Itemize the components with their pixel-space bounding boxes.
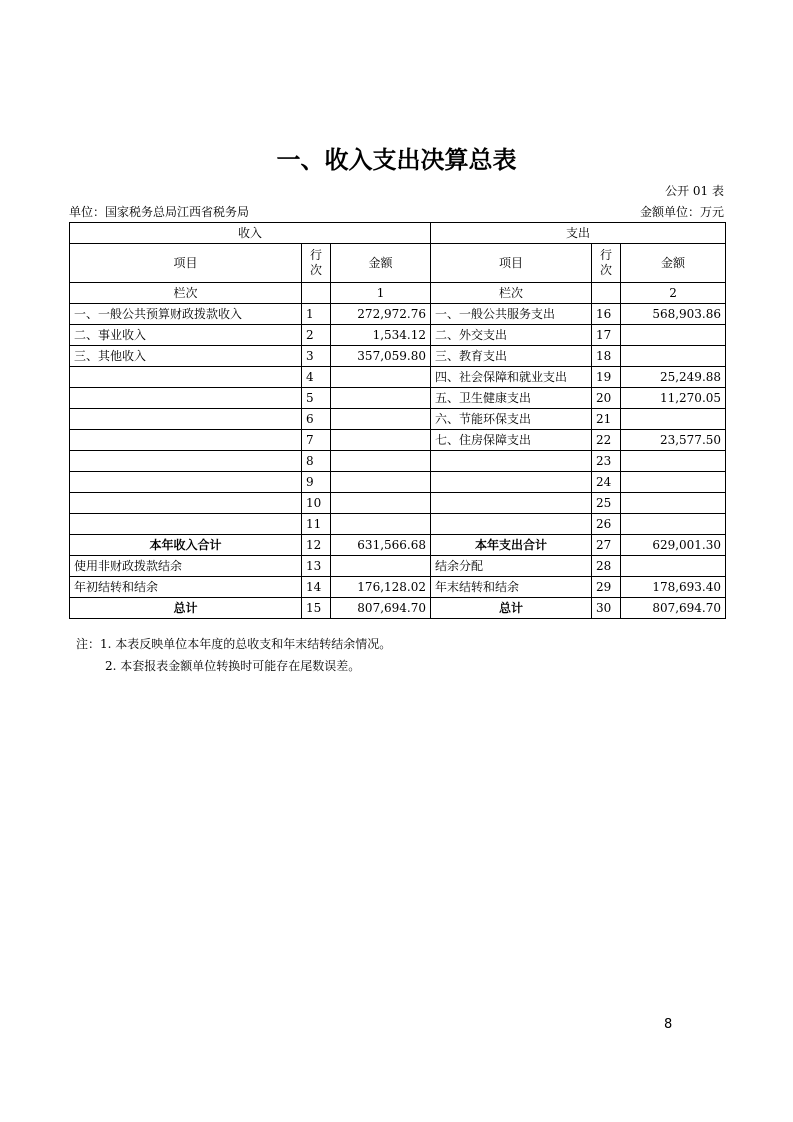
expense-line-number: 26 — [592, 514, 621, 535]
expense-item: 结余分配 — [431, 556, 592, 577]
expense-column-label: 栏次 — [431, 283, 592, 304]
income-amount: 357,059.80 — [331, 346, 431, 367]
expense-line-number: 18 — [592, 346, 621, 367]
expense-amount: 23,577.50 — [621, 430, 726, 451]
income-line-number: 9 — [302, 472, 331, 493]
table-row — [70, 514, 726, 535]
reporting-unit: 单位：国家税务总局江西省税务局 — [69, 205, 250, 219]
expense-amount — [621, 493, 726, 514]
income-amount: 176,128.02 — [331, 577, 431, 598]
expense-line-number: 25 — [592, 493, 621, 514]
income-item — [70, 367, 302, 388]
table-row — [70, 493, 726, 514]
expense-amount: 25,249.88 — [621, 367, 726, 388]
table-row — [70, 388, 726, 409]
income-item: 总计 — [70, 598, 302, 619]
income-line-header: 行 次 — [302, 244, 331, 283]
table-row — [70, 367, 726, 388]
table-row — [70, 556, 726, 577]
income-line-number: 3 — [302, 346, 331, 367]
expense-line-header: 行 次 — [592, 244, 621, 283]
expense-item — [431, 493, 592, 514]
expense-item — [431, 451, 592, 472]
income-line-number: 8 — [302, 451, 331, 472]
income-amount: 1,534.12 — [331, 325, 431, 346]
table-row — [70, 472, 726, 493]
note-2: 2. 本套报表金额单位转换时可能存在尾数误差。 — [105, 659, 361, 673]
expense-amount — [621, 346, 726, 367]
income-item: 本年收入合计 — [70, 535, 302, 556]
expense-item: 一、一般公共服务支出 — [431, 304, 592, 325]
expense-amount — [621, 514, 726, 535]
income-line-number: 2 — [302, 325, 331, 346]
income-amount — [331, 367, 431, 388]
income-line-number: 13 — [302, 556, 331, 577]
form-code: 公开 01 表 — [665, 184, 724, 198]
income-amount — [331, 514, 431, 535]
income-item: 一、一般公共预算财政拨款收入 — [70, 304, 302, 325]
expense-amount-header: 金额 — [621, 244, 726, 283]
expense-item: 六、节能环保支出 — [431, 409, 592, 430]
income-line-number: 12 — [302, 535, 331, 556]
expense-line-number: 20 — [592, 388, 621, 409]
income-line-number: 6 — [302, 409, 331, 430]
income-item — [70, 493, 302, 514]
table-row — [70, 346, 726, 367]
amount-unit: 金额单位：万元 — [639, 205, 724, 219]
expense-amount — [621, 451, 726, 472]
expense-item: 二、外交支出 — [431, 325, 592, 346]
income-column-number: 1 — [331, 283, 431, 304]
expense-item: 年末结转和结余 — [431, 577, 592, 598]
expense-line-number: 29 — [592, 577, 621, 598]
expense-amount: 807,694.70 — [621, 598, 726, 619]
expense-amount: 568,903.86 — [621, 304, 726, 325]
expense-amount: 629,001.30 — [621, 535, 726, 556]
page-number: 8 — [664, 1017, 673, 1032]
table-row — [70, 304, 726, 325]
expense-amount — [621, 556, 726, 577]
expense-amount — [621, 409, 726, 430]
income-item — [70, 409, 302, 430]
table-row — [70, 325, 726, 346]
expense-line-number: 23 — [592, 451, 621, 472]
expense-amount: 178,693.40 — [621, 577, 726, 598]
page-title: 一、收入支出决算总表 — [276, 146, 517, 174]
expense-line-number: 30 — [592, 598, 621, 619]
expense-line-number: 28 — [592, 556, 621, 577]
income-section-header: 收入 — [70, 223, 431, 244]
income-amount — [331, 409, 431, 430]
expense-item: 七、住房保障支出 — [431, 430, 592, 451]
income-line-number: 11 — [302, 514, 331, 535]
expense-item: 五、卫生健康支出 — [431, 388, 592, 409]
table-row — [70, 535, 726, 556]
expense-line-number: 16 — [592, 304, 621, 325]
income-item: 三、其他收入 — [70, 346, 302, 367]
expense-amount: 11,270.05 — [621, 388, 726, 409]
table-row — [70, 430, 726, 451]
income-amount-header: 金额 — [331, 244, 431, 283]
income-item — [70, 472, 302, 493]
expense-item — [431, 514, 592, 535]
expense-line-number: 17 — [592, 325, 621, 346]
income-item: 二、事业收入 — [70, 325, 302, 346]
expense-item — [431, 472, 592, 493]
income-item-header: 项目 — [70, 244, 302, 283]
income-item: 使用非财政拨款结余 — [70, 556, 302, 577]
expense-item: 总计 — [431, 598, 592, 619]
income-amount: 807,694.70 — [331, 598, 431, 619]
expense-item: 四、社会保障和就业支出 — [431, 367, 592, 388]
table-row — [70, 451, 726, 472]
income-amount — [331, 388, 431, 409]
income-line-number: 10 — [302, 493, 331, 514]
income-amount: 631,566.68 — [331, 535, 431, 556]
expense-line-number: 22 — [592, 430, 621, 451]
income-item — [70, 451, 302, 472]
income-line-number: 7 — [302, 430, 331, 451]
expense-line-number: 27 — [592, 535, 621, 556]
expense-column-number: 2 — [621, 283, 726, 304]
income-column-label: 栏次 — [70, 283, 302, 304]
income-item — [70, 514, 302, 535]
expense-amount — [621, 472, 726, 493]
income-amount — [331, 430, 431, 451]
expense-item: 本年支出合计 — [431, 535, 592, 556]
table-row — [70, 409, 726, 430]
income-line-number: 4 — [302, 367, 331, 388]
income-line-number: 5 — [302, 388, 331, 409]
income-line-number: 15 — [302, 598, 331, 619]
income-line-number: 1 — [302, 304, 331, 325]
expense-amount — [621, 325, 726, 346]
expense-line-number: 24 — [592, 472, 621, 493]
expense-section-header: 支出 — [431, 223, 726, 244]
expense-line-number: 21 — [592, 409, 621, 430]
income-amount — [331, 472, 431, 493]
income-item: 年初结转和结余 — [70, 577, 302, 598]
income-item — [70, 388, 302, 409]
expense-line-number: 19 — [592, 367, 621, 388]
income-amount — [331, 556, 431, 577]
note-1: 注：1. 本表反映单位本年度的总收支和年末结转结余情况。 — [76, 637, 392, 651]
notes — [76, 633, 391, 677]
income-amount — [331, 451, 431, 472]
table-row — [70, 577, 726, 598]
table-row — [70, 598, 726, 619]
expense-item: 三、教育支出 — [431, 346, 592, 367]
income-line-number: 14 — [302, 577, 331, 598]
income-amount — [331, 493, 431, 514]
income-item — [70, 430, 302, 451]
income-amount: 272,972.76 — [331, 304, 431, 325]
expense-item-header: 项目 — [431, 244, 592, 283]
income-expense-table — [69, 222, 726, 619]
